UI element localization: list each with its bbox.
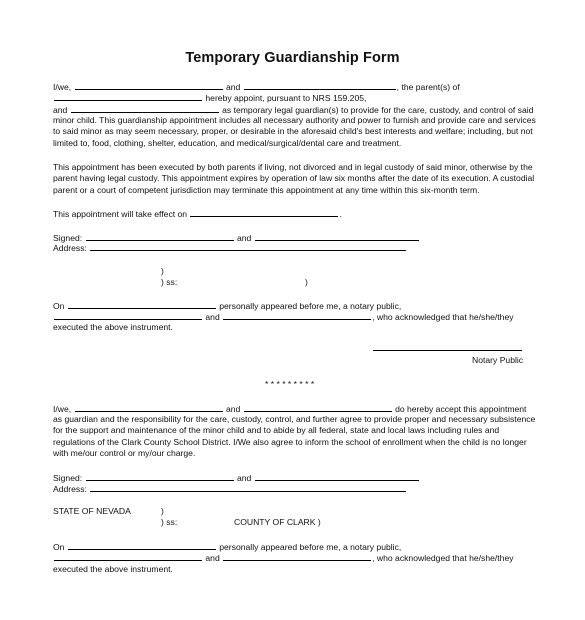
address-line-1 <box>53 242 407 253</box>
p1-line-3 <box>53 104 533 115</box>
notary2-and-label: and <box>205 553 220 563</box>
ss1-paren-2: ) <box>305 277 308 287</box>
county-label: COUNTY OF CLARK ) <box>234 517 321 527</box>
notary2-ack-label: , who acknowledged that he/she/they <box>372 553 514 563</box>
state-label: STATE OF NEVADA <box>53 506 131 516</box>
p3-line-3: for the support and maintenance of the minor child and to abide by all federal, state and local laws including rules and <box>53 425 500 435</box>
notary1-appeared-label: personally appeared before me, a notary public, <box>219 301 402 311</box>
ss1-paren-1: ) <box>161 266 164 276</box>
effective-date-field[interactable] <box>190 208 338 217</box>
effect-label: This appointment will take effect on <box>53 209 188 219</box>
parent-name-2-field[interactable] <box>244 81 396 90</box>
notary2-name-2-field[interactable] <box>223 552 371 561</box>
signed-and-label: and <box>236 233 252 243</box>
signed-2-label: Signed: <box>53 473 83 483</box>
notary2-date-field[interactable] <box>68 541 216 550</box>
notary2-line-1 <box>53 541 401 552</box>
guardian-name-field[interactable] <box>71 104 219 113</box>
signed-2-and-label: and <box>236 473 252 483</box>
signature-4-field[interactable] <box>255 472 419 481</box>
parent-name-1-field[interactable] <box>75 81 223 90</box>
p1-line-2 <box>53 92 366 103</box>
p1-and-label: and <box>225 82 241 92</box>
ss2-paren-1: ) <box>161 506 164 516</box>
p3-line-4: regulations of the Clark County School District. I/We also agree to inform the school of enrollment when the child is no longer <box>53 437 527 447</box>
p1-line-5: to said minor as may seem necessary, proper, or desirable in the aforesaid child's best interests and welfare; including, but not <box>53 126 533 136</box>
page-title: Temporary Guardianship Form <box>185 50 400 66</box>
p3-line-1 <box>53 403 526 414</box>
signed-line-2 <box>53 472 420 483</box>
address-line-2 <box>53 483 407 494</box>
notary-public-label: Notary Public <box>472 355 524 365</box>
p1-temporary-label: as temporary legal guardian(s) to provide for the care, custody, and control of said <box>222 105 534 115</box>
notary-signature-field[interactable] <box>373 350 522 351</box>
notary1-on-label: On <box>53 301 65 311</box>
ss1-ss-label: ) ss: <box>161 277 178 287</box>
effect-end: . <box>339 209 342 219</box>
signature-2-field[interactable] <box>255 232 419 241</box>
notary1-ack-label: , who acknowledged that he/she/they <box>372 312 514 322</box>
notary1-name-1-field[interactable] <box>54 311 202 320</box>
address-1-field[interactable] <box>90 242 406 251</box>
p1-line-1 <box>53 81 460 92</box>
p1-and-2-label: and <box>53 105 68 115</box>
effect-line <box>53 208 342 219</box>
p3-and-label: and <box>225 404 241 414</box>
p3-iwe-label: I/we, <box>53 404 72 414</box>
notary1-executed: executed the above instrument. <box>53 322 173 332</box>
child-name-field[interactable] <box>54 92 202 101</box>
address-2-field[interactable] <box>90 483 406 492</box>
notary2-appeared-label: personally appeared before me, a notary public, <box>219 542 402 552</box>
notary1-line-2 <box>53 311 514 322</box>
notary2-name-1-field[interactable] <box>54 552 202 561</box>
signature-1-field[interactable] <box>86 232 234 241</box>
p1-appoint-label: hereby appoint, pursuant to NRS 159.205, <box>205 93 367 103</box>
accept-name-2-field[interactable] <box>244 403 392 412</box>
p1-iwe-label: I/we, <box>53 82 72 92</box>
signature-3-field[interactable] <box>86 472 234 481</box>
notary1-name-2-field[interactable] <box>223 311 371 320</box>
p2-line-1: This appointment has been executed by both parents if living, not divorced and in legal custody of said minor, otherwise by the <box>53 162 533 172</box>
notary2-on-label: On <box>53 542 65 552</box>
p1-line-6: limited to, food, clothing, shelter, education, and medical/surgical/dental care and treatment. <box>53 138 402 148</box>
accept-name-1-field[interactable] <box>75 403 223 412</box>
p3-accept-label: do hereby accept this appointment <box>395 404 527 414</box>
address-label: Address: <box>53 243 87 253</box>
p3-line-5: with me/our control or my/our charge. <box>53 448 196 458</box>
notary1-date-field[interactable] <box>68 300 216 309</box>
p2-line-3: parent or a court of competent jurisdiction may terminate this appointment at any time within this six-month term. <box>53 185 480 195</box>
notary2-line-2 <box>53 552 514 563</box>
p2-line-2: parent having legal custody. This appointment expires by operation of law six months after the date of its execution. A custodial <box>53 173 535 183</box>
ss2-ss-label: ) ss: <box>161 517 178 527</box>
p1-line-4: minor child. This guardianship appointment includes all necessary authority and power to furnish and provide care and services <box>53 115 536 125</box>
signed-label: Signed: <box>53 233 83 243</box>
p3-line-2: as guardian and the responsibility for the care, custody, control, and further agree to provide proper and necessary subsistence <box>53 414 536 424</box>
notary1-and-label: and <box>205 312 220 322</box>
section-separator: * * * * * * * * * <box>265 379 315 389</box>
notary1-line-1 <box>53 300 401 311</box>
p1-parents-of-label: , the parent(s) of <box>396 82 460 92</box>
notary2-executed: executed the above instrument. <box>53 564 173 574</box>
address-2-label: Address: <box>53 484 87 494</box>
